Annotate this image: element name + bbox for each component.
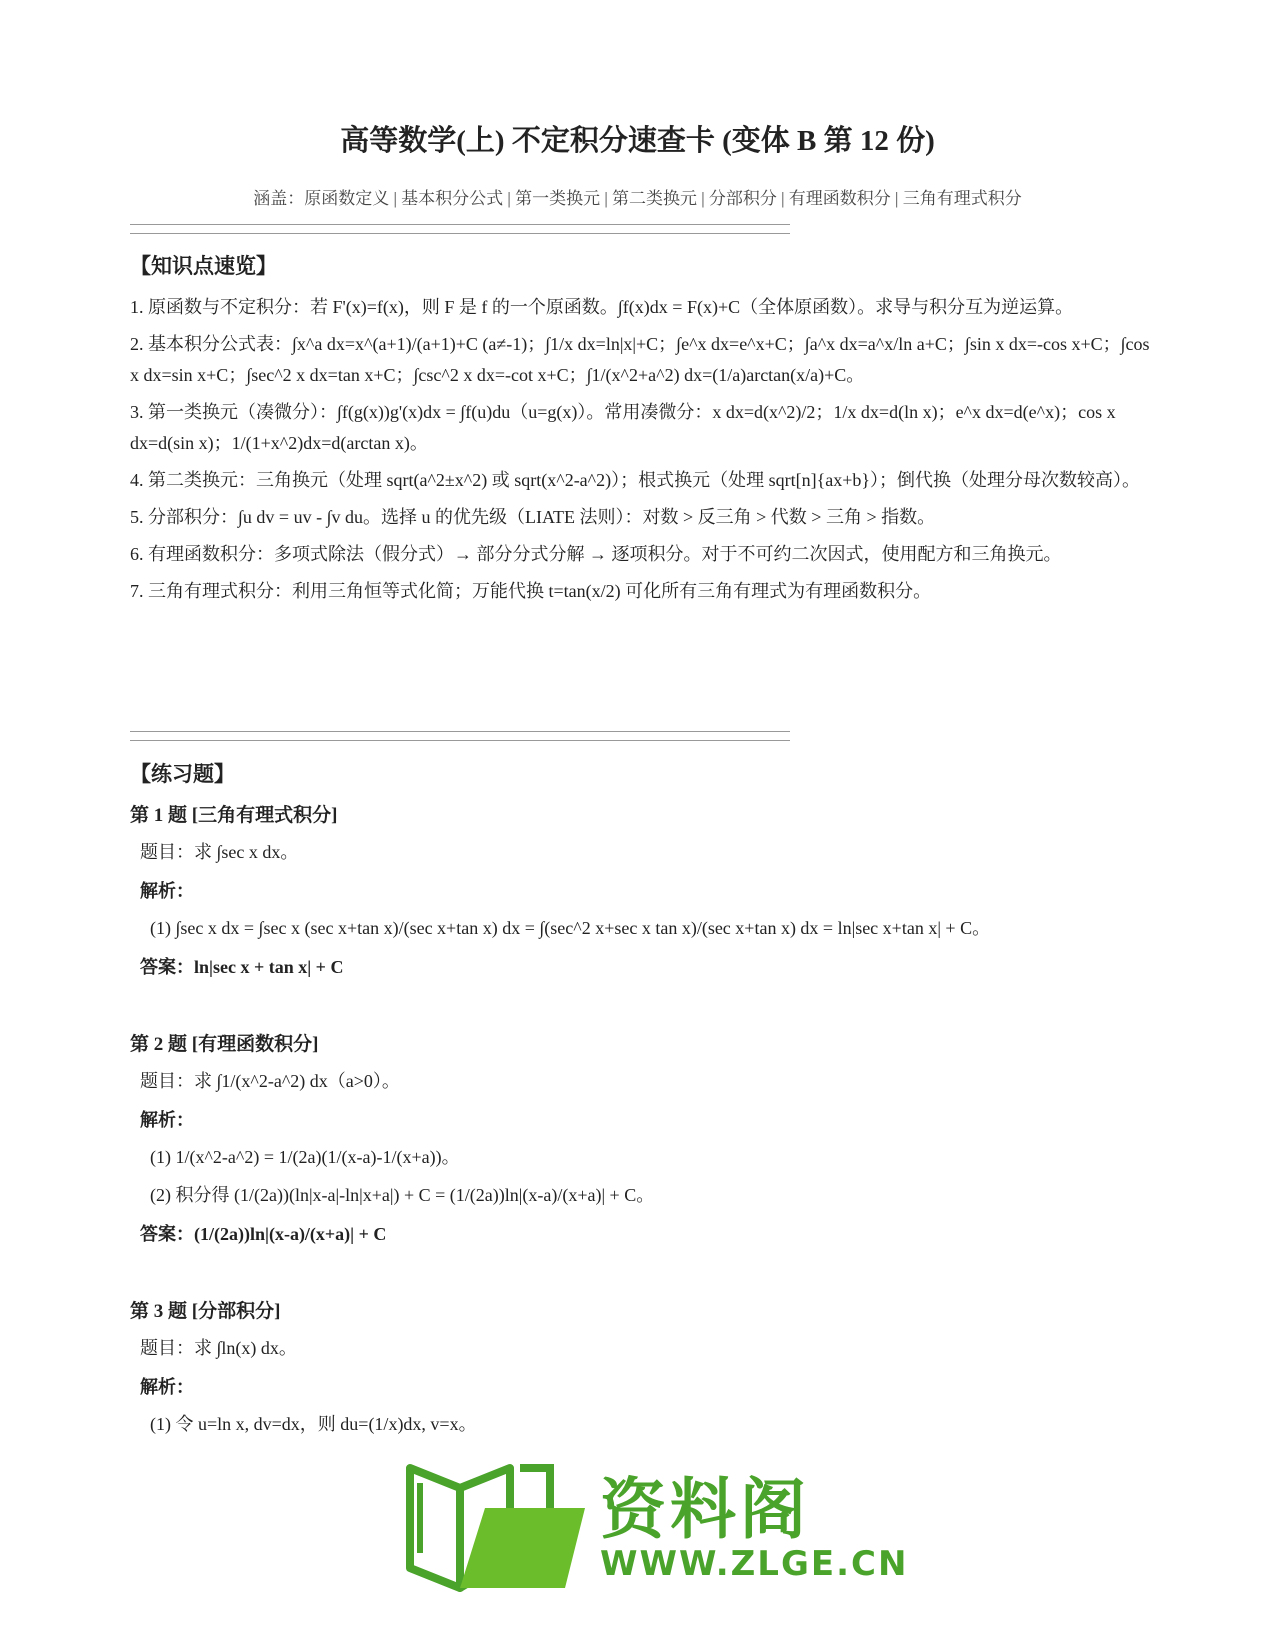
question-title: 第 3 题 [分部积分] — [130, 1301, 281, 1322]
knowledge-item: 6. 有理函数积分：多项式除法（假分式）→ 部分分式分解 → 逐项积分。对于不可约二次因式，使用配方和三角换元。 — [130, 544, 1062, 564]
question-3 — [130, 1296, 1150, 1437]
knowledge-item: 7. 三角有理式积分：利用三角恒等式化简；万能代换 t=tan(x/2) 可化所有三角有理式为有理函数积分。 — [130, 581, 932, 601]
solution-step: (2) 积分得 (1/(2a))(ln|x-a|-ln|x+a|) + C = (1/(2a))ln|(x-a)/(x+a)| + C。 — [150, 1185, 655, 1205]
page-title: 高等数学(上) 不定积分速查卡 (变体 B 第 12 份) — [340, 125, 935, 157]
question-text: 题目：求 ∫ln(x) dx。 — [140, 1338, 297, 1358]
knowledge-item: 5. 分部积分：∫u dv = uv - ∫v du。选择 u 的优先级（LIATE 法则）：对数 > 反三角 > 代数 > 三角 > 指数。 — [130, 507, 936, 527]
solution-step: (1) ∫sec x dx = ∫sec x (sec x+tan x)/(sec x+tan x) dx = ∫(sec^2 x+sec x tan x)/(sec x+tan x) dx = ln|sec x+tan x| + C。 — [150, 918, 991, 938]
knowledge-item: 3. 第一类换元（凑微分）：∫f(g(x))g'(x)dx = ∫f(u)du（u=g(x)）。常用凑微分：x dx=d(x^2)/2；1/x dx=d(ln x)；e^x dx=d(e^x)；cos x dx=d(sin x)；1/(1+x^2)dx=d(arctan x)。 — [130, 402, 1116, 453]
question-title: 第 2 题 [有理函数积分] — [130, 1034, 319, 1055]
knowledge-heading: 【知识点速览】 — [130, 254, 277, 278]
question-1 — [130, 800, 1150, 979]
question-text: 题目：求 ∫1/(x^2-a^2) dx（a>0）。 — [140, 1071, 400, 1091]
practice-section — [130, 758, 1150, 1487]
watermark-url: WWW.ZLGE.CN — [600, 1544, 909, 1584]
watermark-logo — [400, 1448, 909, 1598]
divider-top — [130, 224, 790, 234]
analysis-label: 解析： — [140, 1110, 194, 1130]
knowledge-section — [130, 250, 1150, 613]
watermark-name: 资料阁 — [600, 1471, 810, 1548]
answer: 答案：(1/(2a))ln|(x-a)/(x+a)| + C — [140, 1224, 387, 1244]
analysis-label: 解析： — [140, 1377, 194, 1397]
solution-step: (1) 1/(x^2-a^2) = 1/(2a)(1/(x-a)-1/(x+a))。 — [150, 1147, 460, 1167]
book-folder-icon — [400, 1448, 590, 1598]
divider-middle — [130, 731, 790, 741]
knowledge-item: 4. 第二类换元：三角换元（处理 sqrt(a^2±x^2) 或 sqrt(x^2-a^2)）；根式换元（处理 sqrt[n]{ax+b}）；倒代换（处理分母次数较高）。 — [130, 470, 1141, 490]
knowledge-item: 1. 原函数与不定积分：若 F'(x)=f(x)，则 F 是 f 的一个原函数。∫f(x)dx = F(x)+C（全体原函数）。求导与积分互为逆运算。 — [130, 297, 1074, 317]
analysis-label: 解析： — [140, 881, 194, 901]
answer: 答案：ln|sec x + tan x| + C — [140, 957, 344, 977]
knowledge-item: 2. 基本积分公式表：∫x^a dx=x^(a+1)/(a+1)+C (a≠-1)；∫1/x dx=ln|x|+C；∫e^x dx=e^x+C；∫a^x dx=a^x/ln a+C；∫sin x dx=-cos x+C；∫cos x dx=sin x+C；∫sec^2 x dx=tan x+C；∫csc^2 x dx=-cot x+C；∫1/(x^2+a^2) dx=(1/a)arctan(x/a)+C。 — [130, 334, 1150, 385]
question-2 — [130, 1029, 1150, 1246]
page-subtitle: 涵盖：原函数定义 | 基本积分公式 | 第一类换元 | 第二类换元 | 分部积分 | 有理函数积分 | 三角有理式积分 — [253, 189, 1022, 208]
question-title: 第 1 题 [三角有理式积分] — [130, 805, 338, 826]
practice-heading: 【练习题】 — [130, 762, 235, 786]
solution-step: (1) 令 u=ln x, dv=dx，则 du=(1/x)dx, v=x。 — [150, 1414, 477, 1434]
question-text: 题目：求 ∫sec x dx。 — [140, 842, 299, 862]
